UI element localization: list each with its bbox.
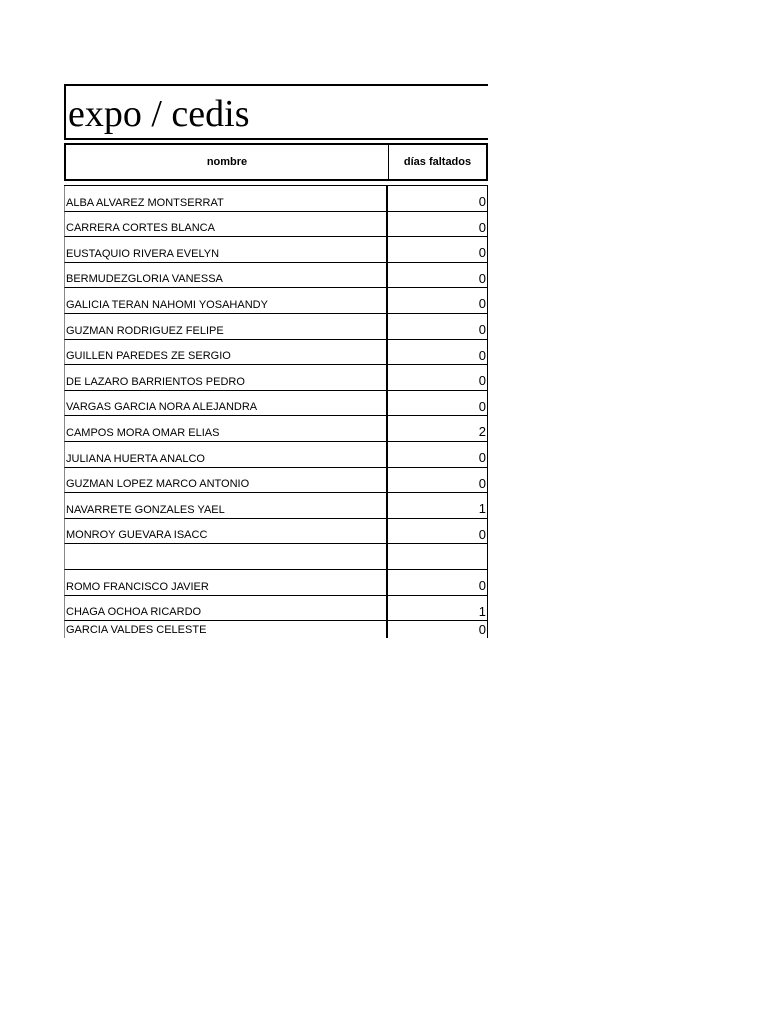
cell-dias-faltados[interactable]: 0 bbox=[387, 621, 488, 638]
cell-nombre[interactable]: VARGAS GARCIA NORA ALEJANDRA bbox=[64, 391, 387, 417]
cell-nombre[interactable]: DE LAZARO BARRIENTOS PEDRO bbox=[64, 365, 387, 391]
cell-dias-faltados[interactable]: 0 bbox=[387, 212, 488, 238]
cell-nombre[interactable]: GUZMAN LOPEZ MARCO ANTONIO bbox=[64, 468, 387, 494]
cell-dias-faltados[interactable]: 0 bbox=[387, 237, 488, 263]
cell-dias-faltados[interactable]: 0 bbox=[387, 468, 488, 494]
table-row bbox=[64, 288, 488, 314]
cell-dias-faltados[interactable]: 1 bbox=[387, 596, 488, 622]
cell-nombre[interactable]: MONROY GUEVARA ISACC bbox=[64, 519, 387, 545]
table-row bbox=[64, 416, 488, 442]
cell-nombre[interactable]: GARCIA VALDES CELESTE bbox=[64, 621, 387, 638]
cell-dias-faltados[interactable]: 0 bbox=[387, 314, 488, 340]
cell-dias-faltados[interactable]: 0 bbox=[387, 519, 488, 545]
table-row bbox=[64, 391, 488, 417]
cell-dias-faltados[interactable] bbox=[387, 544, 488, 570]
cell-nombre[interactable]: GUZMAN RODRIGUEZ FELIPE bbox=[64, 314, 387, 340]
cell-dias-faltados[interactable]: 0 bbox=[387, 263, 488, 289]
cell-nombre[interactable]: GALICIA TERAN NAHOMI YOSAHANDY bbox=[64, 288, 387, 314]
cell-dias-faltados[interactable]: 0 bbox=[387, 391, 488, 417]
table-row bbox=[64, 340, 488, 366]
cell-nombre[interactable]: NAVARRETE GONZALES YAEL bbox=[64, 493, 387, 519]
table-row bbox=[64, 186, 488, 212]
cell-dias-faltados[interactable]: 0 bbox=[387, 570, 488, 596]
cell-nombre[interactable]: CAMPOS MORA OMAR ELIAS bbox=[64, 416, 387, 442]
cell-nombre[interactable]: ROMO FRANCISCO JAVIER bbox=[64, 570, 387, 596]
table-row bbox=[64, 442, 488, 468]
sheet bbox=[64, 84, 488, 140]
table-row bbox=[64, 493, 488, 519]
table-row bbox=[64, 237, 488, 263]
table-row bbox=[64, 570, 488, 596]
table-row bbox=[64, 596, 488, 622]
table-row bbox=[64, 314, 488, 340]
table-row bbox=[64, 544, 488, 570]
table-header bbox=[64, 143, 488, 181]
table-row bbox=[64, 468, 488, 494]
attendance-table bbox=[64, 185, 488, 638]
cell-nombre[interactable]: BERMUDEZGLORIA VANESSA bbox=[64, 263, 387, 289]
table-row bbox=[64, 621, 488, 638]
cell-dias-faltados[interactable]: 0 bbox=[387, 365, 488, 391]
table-row bbox=[64, 263, 488, 289]
cell-dias-faltados[interactable]: 2 bbox=[387, 416, 488, 442]
cell-dias-faltados[interactable]: 0 bbox=[387, 186, 488, 212]
column-header-dias-faltados[interactable]: días faltados bbox=[403, 156, 472, 168]
cell-nombre[interactable]: JULIANA HUERTA ANALCO bbox=[64, 442, 387, 468]
cell-nombre[interactable]: CHAGA OCHOA RICARDO bbox=[64, 596, 387, 622]
cell-dias-faltados[interactable]: 0 bbox=[387, 288, 488, 314]
cell-dias-faltados[interactable]: 1 bbox=[387, 493, 488, 519]
cell-dias-faltados[interactable]: 0 bbox=[387, 340, 488, 366]
cell-nombre[interactable]: GUILLEN PAREDES ZE SERGIO bbox=[64, 340, 387, 366]
sheet-title: expo / cedis bbox=[68, 93, 250, 135]
cell-nombre[interactable]: ALBA ALVAREZ MONTSERRAT bbox=[64, 186, 387, 212]
column-header-nombre[interactable]: nombre bbox=[66, 145, 389, 179]
title-box bbox=[64, 84, 488, 140]
cell-nombre[interactable]: EUSTAQUIO RIVERA EVELYN bbox=[64, 237, 387, 263]
table-body bbox=[64, 186, 488, 638]
table-row bbox=[64, 365, 488, 391]
cell-nombre[interactable]: CARRERA CORTES BLANCA bbox=[64, 212, 387, 238]
table-row bbox=[64, 212, 488, 238]
table-row bbox=[64, 519, 488, 545]
cell-dias-faltados[interactable]: 0 bbox=[387, 442, 488, 468]
cell-nombre[interactable] bbox=[64, 544, 387, 570]
title-underline bbox=[64, 138, 488, 140]
